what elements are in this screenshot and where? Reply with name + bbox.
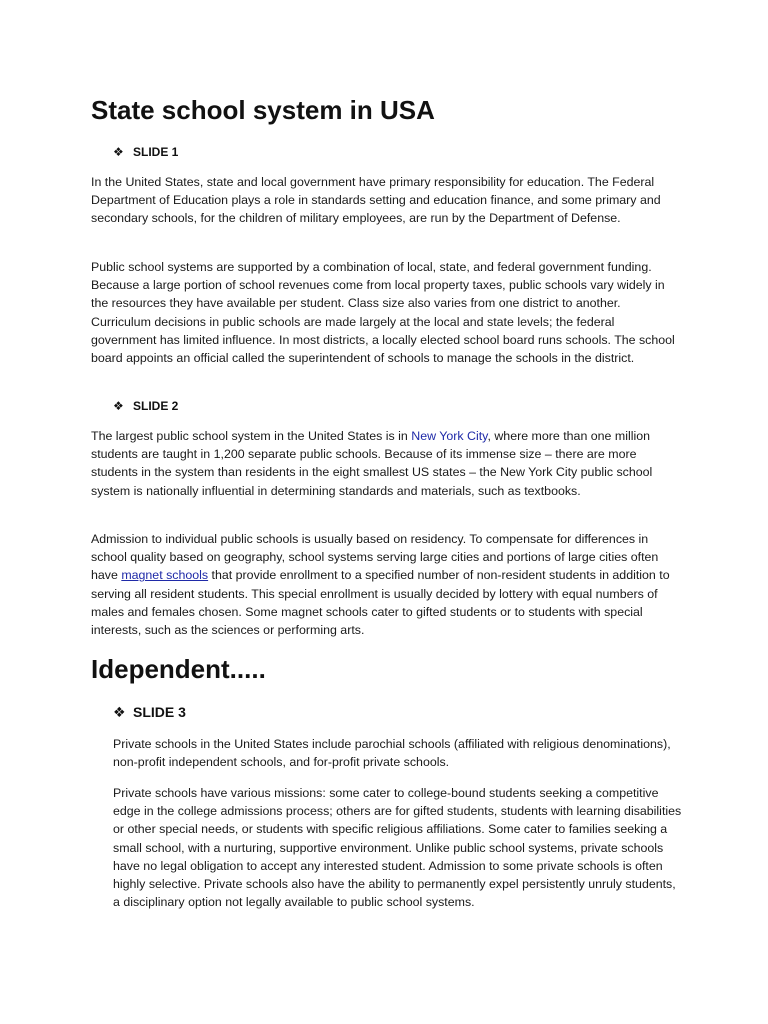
diamond-bullet-icon: ❖: [113, 399, 124, 413]
slide-2-paragraph-1: [91, 427, 681, 500]
slide-1-paragraph-1: In the United States, state and local government have primary responsibility for education. The Federal Department of Education plays a role in standards setting and education finance, and some primary and secondary schools, for the children of military employees, are run by the Department of Defense.: [91, 175, 661, 226]
text-segment: Admission to individual public schools is usually based on residency. To compensate for differences in school quality based on geography, school systems serving large cities and portions of large cities often have: [91, 532, 659, 583]
text-segment: The largest public school system in the United States is in: [91, 429, 412, 443]
diamond-bullet-icon: ❖: [113, 704, 126, 720]
magnet-schools-link[interactable]: magnet schools: [121, 568, 209, 583]
slide-1-paragraph-2: Public school systems are supported by a combination of local, state, and federal government funding. Because a large portion of school revenues come from local property taxes, public schools vary widely in the resources they have available per student. Class size also varies from one district to another. Curriculum decisions in public schools are made largely at the local and state levels; the federal government has limited influence. In most districts, a locally elected school board runs schools. The school board appoints an official called the superintendent of schools to manage the schools in the district.: [91, 260, 675, 366]
slide-2-heading: [113, 398, 178, 414]
text-segment: that provide enrollment to a specified number of non-resident students in addition to serving all resident students. This special enrollment is usually decided by lottery with equal numbers of males and females chosen. Some magnet schools cater to gifted students or to students with special interests, such as the sciences or performing arts.: [91, 568, 670, 638]
new-york-city-link[interactable]: New York City: [411, 429, 488, 443]
slide-3-paragraph-1: Private schools in the United States include parochial schools (affiliated with religious denominations), non-profit independent schools, and for-profit private schools.: [113, 737, 671, 770]
section-heading-independent: Idependent.....: [91, 654, 266, 684]
slide-3-heading: [113, 703, 186, 721]
diamond-bullet-icon: ❖: [113, 145, 124, 159]
page-title: State school system in USA: [91, 95, 435, 125]
slide-1-label: SLIDE 1: [133, 145, 179, 159]
slide-3-label: SLIDE 3: [133, 704, 186, 720]
slide-1-heading: [113, 144, 178, 160]
slide-2-paragraph-2: [91, 530, 681, 639]
slide-3-paragraph-2: Private schools have various missions: some cater to college-bound students seeking a competitive edge in the college admissions process; others are for gifted students, students with learning disabilities or other special needs, or students with specific religious affiliations. Some cater to families seeking a small school, with a nurturing, supportive environment. Unlike public school systems, private schools have no legal obligation to accept any interested student. Admission to some private schools is often highly selective. Private schools also have the ability to permanently expel persistently unruly students, a disciplinary option not legally available to public school systems.: [113, 786, 682, 910]
slide-2-label: SLIDE 2: [133, 399, 179, 413]
text-segment: , where more than one million students are taught in 1,200 separate public schools. Because of its immense size – there are more students in the system than residents in the eight smallest US states – the New York City public school system is nationally influential in determining standards and materials, such as textbooks.: [91, 429, 653, 498]
